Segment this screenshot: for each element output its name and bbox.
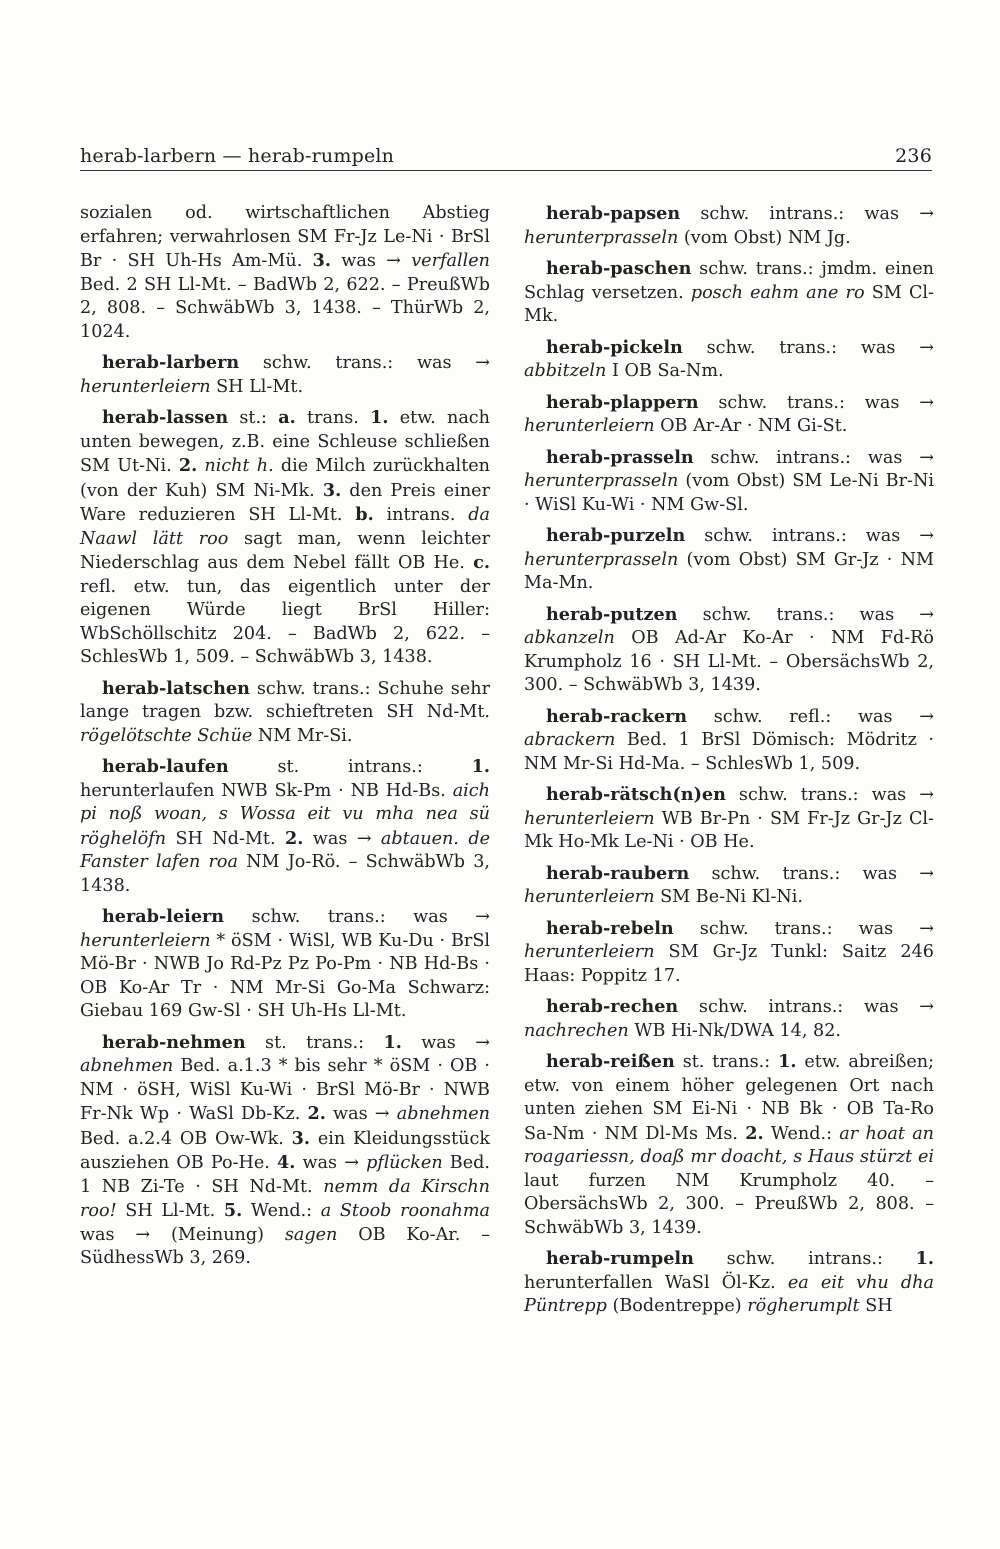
italic-text: de Fanster lafen roa: [80, 828, 491, 872]
dictionary-entry: [524, 603, 934, 698]
entry-text: refl. etw. tun, das eigentlich unter der eigenen Würde liegt BrSl Hiller: WbSchöllschitz 204. – BadWb 2, 622. – SchlesWb 1, 509. – SchwäbWb 3, 1438.: [80, 576, 490, 667]
entry-text: die Milch zurückhalten (von der Kuh) SM Ni-Mk.: [80, 456, 491, 501]
dictionary-entry: [80, 905, 490, 1024]
entry-text: schw. intrans.:: [693, 1249, 916, 1269]
bold-text: herab-rackern: [546, 705, 688, 727]
entry-text: SH Ll-Mt.: [210, 376, 304, 397]
entry-text: SM Gr-Jz Tunkl: Saitz 246 Haas: Poppitz 17.: [524, 942, 934, 986]
entry-text: schw. intrans.: was →: [678, 997, 934, 1017]
italic-text: herunterleiern: [80, 376, 211, 397]
bold-text: 5.: [223, 1200, 243, 1221]
dictionary-entry: [80, 1031, 490, 1271]
entry-text: schw. trans.: was →: [677, 604, 934, 625]
bold-text: herab-rebeln: [546, 917, 674, 939]
entry-text: Wend.:: [242, 1201, 321, 1221]
bold-text: 3.: [291, 1127, 311, 1149]
entry-text: schw. intrans.: was →: [693, 447, 934, 468]
dictionary-entry: [80, 755, 490, 898]
bold-text: 1.: [383, 1031, 402, 1053]
bold-text: herab-papsen: [546, 203, 681, 224]
bold-text: herab-paschen: [546, 258, 692, 279]
entry-text: trans.: [295, 408, 371, 428]
bold-text: herab-pickeln: [546, 336, 683, 358]
italic-text: posch eahm ane ro: [690, 282, 865, 303]
bold-text: herab-rechen: [546, 996, 679, 1017]
italic-text: sagen: [284, 1224, 338, 1245]
bold-text: herab-leiern: [102, 906, 225, 927]
italic-text: herunterleiern: [524, 416, 655, 436]
bold-text: b.: [355, 504, 374, 525]
bold-text: 3.: [312, 250, 331, 271]
bold-text: 1.: [778, 1051, 797, 1072]
italic-text: a Stoob roonahma: [320, 1201, 491, 1221]
italic-text: herunterleiern: [524, 808, 655, 829]
entry-text: NM Mr-Si.: [252, 725, 353, 746]
entry-text: was → (Meinung): [80, 1224, 285, 1245]
bold-text: 1.: [471, 756, 490, 777]
entry-text: was →: [330, 251, 412, 271]
dictionary-entry: [524, 917, 934, 989]
bold-text: herab-nehmen: [102, 1031, 246, 1053]
italic-text: rögelötschte Schüe: [80, 725, 253, 746]
running-header: [80, 142, 932, 171]
italic-text: herunterleiern: [524, 942, 655, 962]
entry-text: OB Ko-Ar. – SüdhessWb 3, 269.: [80, 1224, 490, 1268]
italic-text: herunterleiern: [524, 887, 655, 907]
entry-text: OB Ad-Ar Ko-Ar · NM Fd-Rö Krumpholz 16 · SH Ll-Mt. – ObersächsWb 2, 300. – SchwäbWb 3, 1439.: [524, 628, 934, 695]
entry-text: Bed. a.2.4 OB Ow-Wk.: [80, 1128, 292, 1149]
bold-text: a.: [278, 407, 296, 428]
entry-text: sagt man, wenn leichter Niederschlag aus dem Nebel fällt OB He.: [80, 528, 490, 573]
bold-text: 2.: [284, 827, 304, 849]
bold-text: herab-purzeln: [546, 525, 686, 546]
dictionary-entry: [524, 783, 934, 855]
header-title: herab-larbern — herab-rumpeln: [80, 145, 395, 167]
italic-text: abnehmen: [80, 1056, 174, 1076]
entry-text: schw. refl.: was →: [687, 706, 934, 727]
entry-text: etw. abreißen; etw. von einem höher gelegenen Ort nach unten ziehen SM Ei-Ni · NB Bk · OB Ta-Ro Sa-Nm · NM Dl-Ms Ms.: [524, 1052, 934, 1144]
entry-text: Bed. 1 BrSl Dömisch: Mödritz · NM Mr-Si Hd-Ma. – SchlesWb 1, 509.: [524, 730, 934, 774]
entry-text: schw. trans.: was →: [689, 863, 934, 884]
italic-text: ar hoat an roagariessn, doaß mr doacht, s Haus stürzt ei: [524, 1123, 935, 1167]
italic-text: abrackern: [524, 730, 616, 750]
entry-text: was →: [303, 828, 381, 849]
entry-text: WB Hi-Nk/DWA 14, 82.: [628, 1020, 842, 1041]
left-column: [80, 202, 490, 1278]
dictionary-entry: [80, 406, 490, 670]
bold-text: herab-latschen: [102, 677, 250, 699]
dictionary-entry: [524, 705, 934, 777]
dictionary-entry: [524, 257, 934, 329]
entry-text: schw. trans.: was →: [224, 907, 490, 927]
italic-text: abtauen.: [380, 828, 459, 849]
italic-text: abnehmen: [396, 1104, 490, 1124]
bold-text: herab-rumpeln: [546, 1248, 694, 1269]
entry-text: * öSM · WiSl, WB Ku-Du · BrSl Mö-Br · NWB Jo Rd-Pz Pz Po-Pm · NB Hd-Bs · OB Ko-Ar Tr · NM Mr-Si Go-Ma Schwarz: Giebau 169 Gw-Sl · SH Uh-Hs Ll-Mt.: [80, 930, 490, 1021]
bold-text: herab-reißen: [546, 1051, 675, 1072]
dictionary-entry: [524, 391, 934, 439]
entry-text: herunterfallen WaSl Öl-Kz.: [524, 1272, 788, 1293]
page-number: 236: [895, 145, 932, 167]
entry-text: WB Br-Pn · SM Fr-Jz Gr-Jz Cl-Mk Ho-Mk Le-Ni · OB He.: [524, 808, 934, 852]
bold-text: 4.: [276, 1152, 296, 1173]
dictionary-entry: [80, 202, 490, 344]
entry-text: den Preis einer Ware reduzieren SH Ll-Mt.: [80, 480, 490, 525]
bold-text: herab-lassen: [102, 407, 229, 428]
bold-text: 2.: [178, 455, 198, 476]
dictionary-entry: [80, 677, 490, 749]
italic-text: verfallen: [411, 251, 490, 271]
dictionary-entry: [524, 1247, 934, 1319]
entry-text: [459, 829, 468, 849]
entry-text: (Bodentreppe): [606, 1296, 748, 1316]
entry-text: sozialen od. wirtschaftlichen Abstieg erfahren; verwahrlosen SM Fr-Jz Le-Ni · BrSl Br · SH Uh-Hs Am-Mü.: [80, 203, 490, 271]
dictionary-entry: [524, 202, 934, 250]
entry-text: SM Be-Ni Kl-Ni.: [654, 887, 804, 907]
entry-text: I OB Sa-Nm.: [606, 361, 724, 381]
dictionary-entry: [524, 1050, 934, 1240]
entry-text: st. trans.:: [245, 1032, 384, 1053]
entry-text: SH: [859, 1296, 893, 1316]
entry-text: was →: [325, 1104, 397, 1124]
entry-text: SM Cl-Mk.: [524, 282, 934, 326]
entry-text: (vom Obst) SM Gr-Jz · NM Ma-Mn.: [524, 549, 934, 593]
entry-text: schw. trans.: was →: [725, 785, 934, 805]
bold-text: c.: [473, 552, 490, 573]
entry-text: schw. intrans.: was →: [685, 526, 934, 546]
entry-text: laut furzen NM Krumpholz 40. – ObersächsWb 2, 300. – PreußWb 2, 808. – SchwäbWb 3, 1439.: [524, 1170, 934, 1238]
italic-text: herunterprasseln: [524, 549, 679, 570]
entry-text: schw. intrans.: was →: [680, 204, 934, 224]
bold-text: herab-plappern: [546, 391, 699, 413]
italic-text: rögherumplt: [747, 1296, 860, 1316]
italic-text: abbitzeln: [524, 361, 607, 381]
italic-text: aich pi noß woan, s Wossa eit vu mha nea sü röghelöfn: [80, 780, 490, 849]
entry-text: st. intrans.:: [228, 757, 472, 777]
entry-text: Bed. 2 SH Ll-Mt. – BadWb 2, 622. – PreußWb 2, 808. – SchwäbWb 3, 1438. – ThürWb 2, 1024.: [80, 274, 490, 342]
entry-text: st. trans.:: [674, 1052, 779, 1072]
bold-text: 3.: [322, 479, 342, 501]
italic-text: herunterleiern: [80, 930, 211, 951]
dictionary-entry: [524, 862, 934, 910]
bold-text: herab-laufen: [102, 756, 229, 777]
right-column: [524, 202, 934, 1326]
entry-text: was →: [401, 1032, 490, 1053]
entry-text: intrans.: [373, 505, 469, 525]
entry-text: schw. trans.: was →: [673, 918, 934, 939]
entry-text: (vom Obst) NM Jg.: [678, 227, 851, 248]
entry-text: schw. trans.: jmdm. einen Schlag versetzen.: [524, 259, 934, 303]
entry-text: (vom Obst) SM Le-Ni Br-Ni · WiSl Ku-Wi · NM Gw-Sl.: [524, 471, 934, 515]
bold-text: herab-putzen: [546, 603, 678, 625]
dictionary-entry: [524, 446, 934, 518]
entry-text: schw. trans.: was →: [698, 392, 934, 413]
dictionary-entry: [524, 524, 934, 596]
italic-text: nicht h.: [204, 456, 274, 476]
dictionary-entry: [80, 351, 490, 399]
italic-text: da Naawl lätt roo: [80, 505, 490, 549]
italic-text: ea eit vhu dha Püntrepp: [524, 1272, 934, 1316]
entry-text: NM Jo-Rö. – SchwäbWb 3, 1438.: [80, 852, 490, 896]
bold-text: 1.: [370, 407, 389, 428]
italic-text: abkanzeln: [524, 628, 615, 648]
entry-text: was →: [295, 1153, 367, 1173]
entry-text: SH Ll-Mt.: [116, 1201, 224, 1221]
entry-text: ein Kleidungsstück ausziehen OB Po-He.: [80, 1128, 490, 1173]
entry-text: etw. nach unten bewegen, z.B. eine Schleuse schließen SM Ut-Ni.: [80, 408, 490, 476]
dictionary-entry: [524, 336, 934, 384]
entry-text: schw. trans.: was →: [239, 353, 490, 373]
entry-text: Bed. a.1.3 * bis sehr * öSM · OB · NM · öSH, WiSl Ku-Wi · BrSl Mö-Br · NWB Fr-Nk Wp · WaSl Db-Kz.: [80, 1056, 490, 1124]
bold-text: herab-rätsch(n)en: [546, 784, 726, 805]
entry-text: schw. trans.: Schuhe sehr lange tragen bzw. schieftreten SH Nd-Mt.: [80, 678, 490, 722]
entry-text: SH Nd-Mt.: [166, 828, 285, 849]
bold-text: 2.: [307, 1103, 326, 1124]
bold-text: 1.: [915, 1248, 934, 1269]
italic-text: herunterprasseln: [524, 471, 679, 491]
dictionary-entry: [524, 995, 934, 1043]
bold-text: herab-larbern: [102, 352, 240, 373]
bold-text: herab-raubern: [546, 862, 690, 884]
italic-text: pflücken: [366, 1153, 443, 1173]
entry-text: st.:: [228, 408, 279, 428]
entry-text: schw. trans.: was →: [682, 337, 934, 358]
italic-text: nemm da Kirschn roo!: [80, 1176, 490, 1221]
entry-text: Wend.:: [763, 1123, 840, 1144]
entry-text: herunterlaufen NWB Sk-Pm · NB Hd-Bs.: [80, 780, 453, 801]
bold-text: 2.: [745, 1122, 764, 1144]
entry-text: Bed. 1 NB Zi-Te · SH Nd-Mt.: [80, 1153, 490, 1197]
italic-text: nachrechen: [524, 1020, 629, 1041]
bold-text: herab-prasseln: [546, 446, 694, 468]
entry-text: OB Ar-Ar · NM Gi-St.: [654, 416, 848, 436]
italic-text: herunterprasseln: [524, 227, 679, 248]
